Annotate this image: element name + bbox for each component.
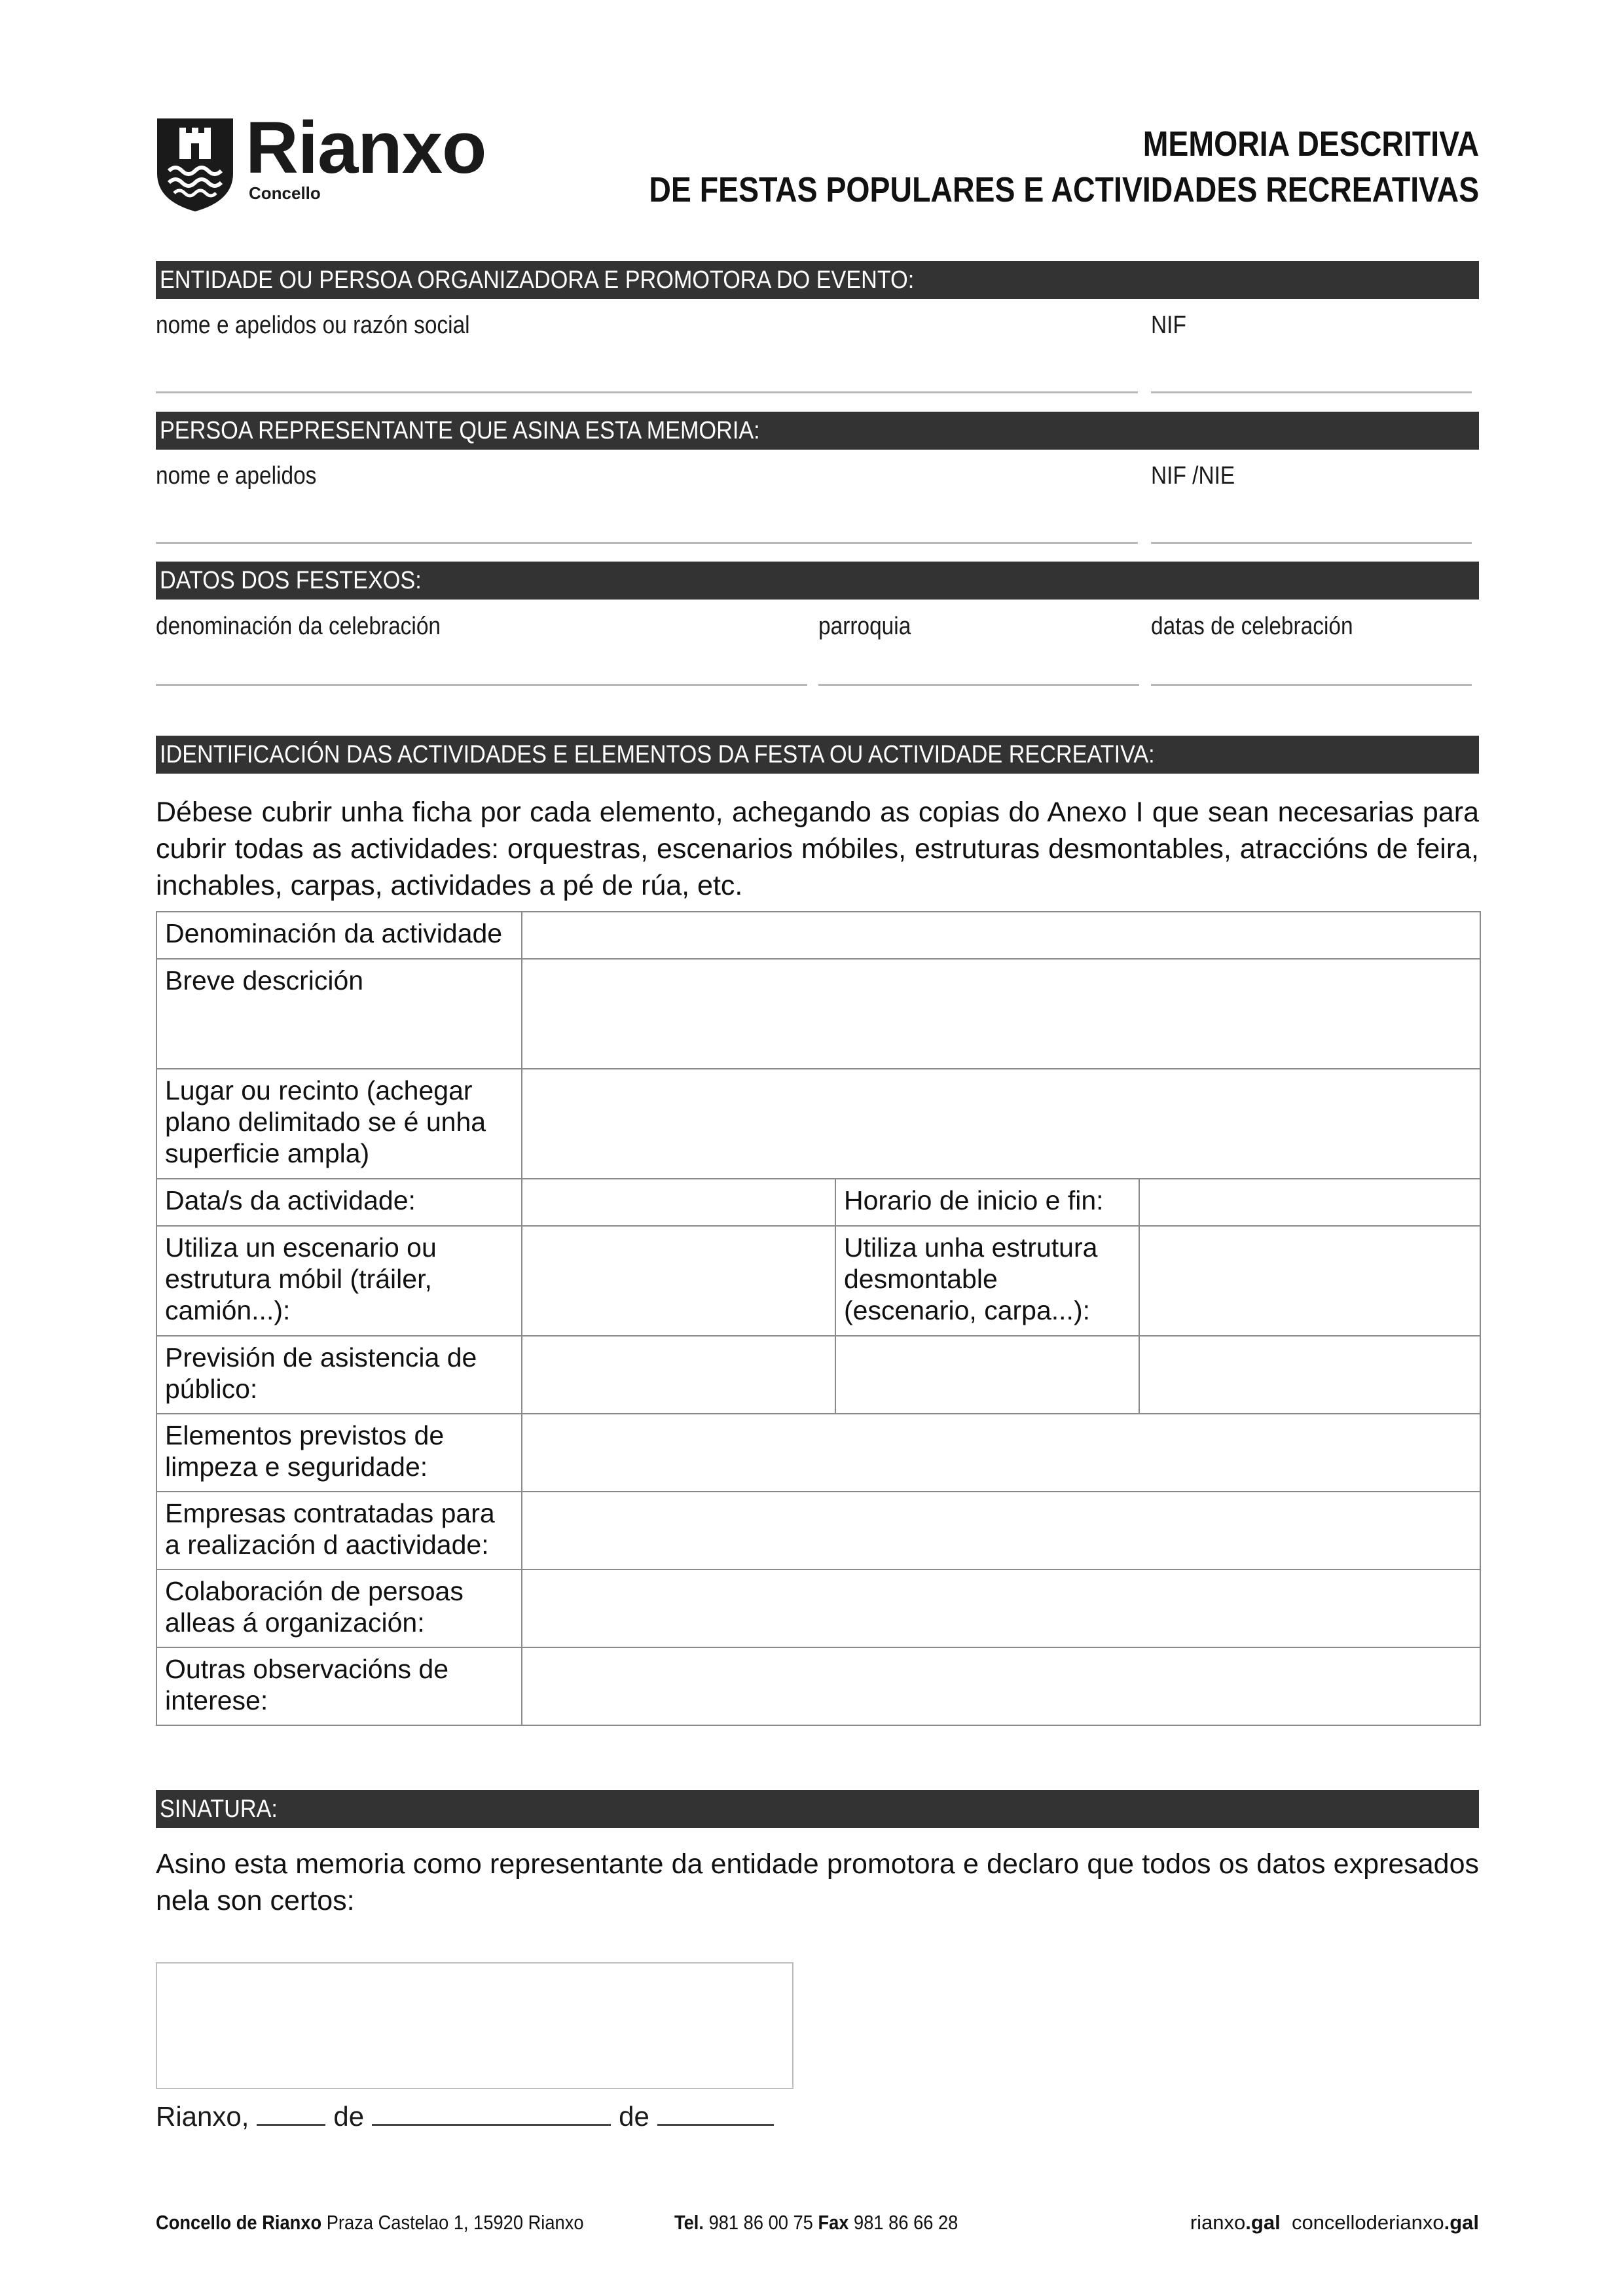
de-label-1: de bbox=[333, 2101, 365, 2132]
representative-nif-label: NIF /NIE bbox=[1151, 462, 1235, 490]
table-row bbox=[156, 1414, 1480, 1492]
collaboration-field[interactable] bbox=[522, 1570, 1480, 1647]
observations-label: Outras observacións de interese: bbox=[156, 1647, 522, 1725]
section-heading-activities: IDENTIFICACIÓN DAS ACTIVIDADES E ELEMENTOS DA FESTA OU ACTIVIDADE RECREATIVA: bbox=[156, 736, 1479, 774]
section-heading-representative: PERSOA REPRESENTANTE QUE ASINA ESTA MEMORIA: bbox=[156, 412, 1479, 450]
organizer-name-label: nome e apelidos ou razón social bbox=[156, 312, 470, 339]
title-line-2: DE FESTAS POPULARES E ACTIVIDADES RECREATIVAS bbox=[649, 170, 1479, 209]
section-heading-organizer: ENTIDADE OU PERSOA ORGANIZADORA E PROMOTORA DO EVENTO: bbox=[156, 261, 1479, 299]
table-row bbox=[156, 1069, 1480, 1179]
mobile-stage-field[interactable] bbox=[522, 1226, 835, 1336]
attendance-extra-field-2[interactable] bbox=[1139, 1336, 1480, 1414]
day-field[interactable] bbox=[257, 2123, 325, 2126]
cleaning-security-field[interactable] bbox=[522, 1414, 1480, 1492]
document-title bbox=[649, 121, 1479, 213]
collaboration-label: Colaboración de persoas alleas á organización: bbox=[156, 1570, 522, 1647]
table-row bbox=[156, 1226, 1480, 1336]
logo-subtitle: Concello bbox=[249, 183, 321, 203]
footer-address: Concello de Rianxo Praza Castelao 1, 15920 Rianxo bbox=[156, 2211, 584, 2234]
footer-phone: Tel. 981 86 00 75 Fax 981 86 66 28 bbox=[674, 2211, 958, 2234]
parish-label: parroquia bbox=[818, 613, 911, 640]
month-field[interactable] bbox=[372, 2123, 611, 2126]
table-row bbox=[156, 1492, 1480, 1570]
attendance-field[interactable] bbox=[522, 1336, 835, 1414]
activity-place-field[interactable] bbox=[522, 1069, 1480, 1179]
attendance-extra-field-1[interactable] bbox=[835, 1336, 1139, 1414]
activities-instructions: Débese cubrir unha ficha por cada elemento, achegando as copias do Anexo I que sean necesarias para cubrir todas as actividades: orquestras, escenarios móbiles, estruturas desmontables, atraccións de feira, inchables, carpas, actividades a pé de rúa, etc. bbox=[156, 797, 1479, 901]
signature-date-line bbox=[156, 2101, 782, 2132]
signature-statement: Asino esta memoria como representante da entidade promotora e declaro que todos os datos expresados nela son certos: bbox=[156, 1848, 1479, 1916]
table-row bbox=[156, 912, 1480, 959]
celebration-dates-field[interactable] bbox=[1151, 684, 1472, 686]
title-line-1: MEMORIA DESCRITIVA bbox=[1142, 124, 1479, 164]
table-row bbox=[156, 959, 1480, 1069]
activity-schedule-label: Horario de inicio e fin: bbox=[835, 1179, 1139, 1226]
table-row bbox=[156, 1179, 1480, 1226]
observations-field[interactable] bbox=[522, 1647, 1480, 1725]
activity-dates-label: Data/s da actividade: bbox=[156, 1179, 522, 1226]
activity-sheet-table bbox=[156, 911, 1481, 1726]
cleaning-security-label: Elementos previstos de limpeza e seguridade: bbox=[156, 1414, 522, 1492]
organizer-name-field[interactable] bbox=[156, 391, 1138, 393]
activity-description-label: Breve descrición bbox=[156, 959, 522, 1069]
activity-name-field[interactable] bbox=[522, 912, 1480, 959]
celebration-dates-label: datas de celebración bbox=[1151, 613, 1353, 640]
activity-schedule-field[interactable] bbox=[1139, 1179, 1480, 1226]
organizer-nif-field[interactable] bbox=[1151, 391, 1472, 393]
table-row bbox=[156, 1336, 1480, 1414]
section-heading-festivities: DATOS DOS FESTEXOS: bbox=[156, 562, 1479, 600]
representative-nif-field[interactable] bbox=[1151, 542, 1472, 544]
activity-place-label: Lugar ou recinto (achegar plano delimitado se é unha superficie ampla) bbox=[156, 1069, 522, 1179]
removable-structure-label: Utiliza unha estrutura desmontable (escenario, carpa...): bbox=[835, 1226, 1139, 1336]
celebration-name-label: denominación da celebración bbox=[156, 613, 441, 640]
footer-web[interactable]: rianxo.gal concelloderianxo.gal bbox=[1190, 2211, 1479, 2234]
activity-name-label: Denominación da actividade bbox=[156, 912, 522, 959]
section-heading-signature: SINATURA: bbox=[156, 1790, 1479, 1828]
activity-dates-field[interactable] bbox=[522, 1179, 835, 1226]
table-row bbox=[156, 1570, 1480, 1647]
activity-description-field[interactable] bbox=[522, 959, 1480, 1069]
year-field[interactable] bbox=[657, 2123, 774, 2126]
signature-box[interactable] bbox=[156, 1962, 793, 2089]
celebration-name-field[interactable] bbox=[156, 684, 807, 686]
attendance-label: Previsión de asistencia de público: bbox=[156, 1336, 522, 1414]
shield-logo-icon bbox=[155, 116, 236, 213]
table-row bbox=[156, 1647, 1480, 1725]
logo-wordmark: Rianxo bbox=[246, 107, 486, 188]
companies-field[interactable] bbox=[522, 1492, 1480, 1570]
representative-name-label: nome e apelidos bbox=[156, 462, 317, 490]
organizer-nif-label: NIF bbox=[1151, 312, 1186, 339]
de-label-2: de bbox=[619, 2101, 649, 2132]
removable-structure-field[interactable] bbox=[1139, 1226, 1480, 1336]
mobile-stage-label: Utiliza un escenario ou estrutura móbil (tráiler, camión...): bbox=[156, 1226, 522, 1336]
representative-name-field[interactable] bbox=[156, 542, 1138, 544]
parish-field[interactable] bbox=[818, 684, 1139, 686]
signature-place: Rianxo, bbox=[156, 2101, 249, 2132]
companies-label: Empresas contratadas para a realización d aactividade: bbox=[156, 1492, 522, 1570]
